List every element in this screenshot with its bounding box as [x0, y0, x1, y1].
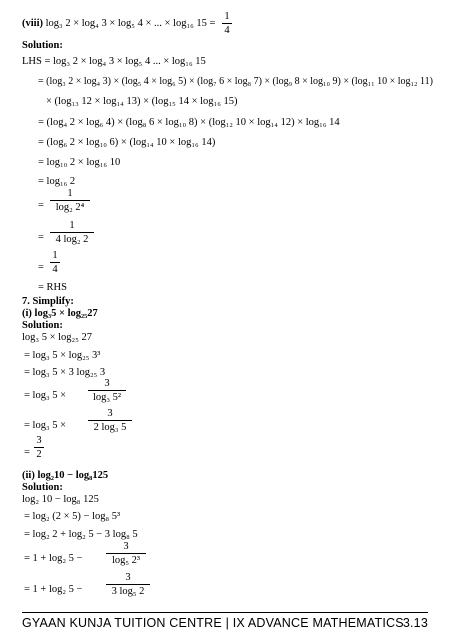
- step-fraction: [50, 188, 90, 213]
- frac-prefix: =: [24, 447, 30, 458]
- footer-divider: [22, 612, 428, 613]
- step-line: = log₃ 5 × 3 log₂₅ 3: [24, 367, 106, 378]
- problem-rhs-fraction: [222, 11, 232, 36]
- fraction-denominator: 2 log₃ 5: [93, 422, 127, 433]
- solution-heading: Solution:: [22, 482, 63, 493]
- step-line: = (log₃ 2 × log₄ 3) × (log₅ 4 × log₆ 5) × (log₇ 6 × log₈ 7) × (log₉ 8 × log₁₀ 9) × (log₁₁ 10 × log₁₂ 11): [38, 76, 433, 87]
- step-fraction: [88, 378, 126, 403]
- fraction-denominator: 3 log₅ 2: [111, 586, 145, 597]
- step-line: = log₂ 2 + log₂ 5 − 3 log₈ 5: [24, 529, 138, 540]
- step-line: log₂ 10 − log₈ 125: [22, 494, 99, 505]
- step-fraction: [50, 220, 94, 245]
- fraction-numerator: 3: [125, 572, 131, 583]
- equals-sign: =: [38, 232, 44, 243]
- equals-sign: =: [38, 262, 44, 273]
- problem-expression: log₃ 2 × log₄ 3 × log₅ 4 × ... × log₁₆ 15 =: [45, 18, 216, 29]
- fraction-denominator: log₅ 2³: [111, 555, 141, 566]
- fraction-numerator: 3: [123, 541, 129, 552]
- step-line: × (log₁₃ 12 × log₁₄ 13) × (log₁₅ 14 × log₁₆ 15): [46, 96, 238, 107]
- page-number: 3.13: [402, 616, 428, 630]
- frac-prefix: = log₃ 5 ×: [24, 420, 67, 431]
- step-fraction: [34, 435, 44, 460]
- step-line: = RHS: [38, 282, 67, 293]
- fraction-numerator: 1: [67, 188, 73, 199]
- step-line: = log₁₆ 2: [38, 176, 76, 187]
- fraction-numerator: 1: [224, 11, 230, 22]
- step-line: = (log₄ 2 × log₆ 4) × (log₈ 6 × log₁₀ 8) × (log₁₂ 10 × log₁₄ 12) × log₁₆ 14: [38, 117, 340, 128]
- step-line: = log₃ 5 × log₂₅ 3³: [24, 350, 101, 361]
- step-fraction: [88, 408, 132, 433]
- frac-prefix: = log₃ 5 ×: [24, 390, 67, 401]
- footer-title: GYAAN KUNJA TUITION CENTRE | IX ADVANCE MATHEMATICS: [22, 616, 404, 630]
- question-heading: 7. Simplify:: [22, 296, 74, 307]
- fraction-numerator: 3: [107, 408, 113, 419]
- fraction-numerator: 1: [52, 250, 58, 261]
- fraction-denominator: log₂ 2⁴: [55, 202, 85, 213]
- page-footer: [22, 616, 428, 632]
- equals-sign: =: [38, 200, 44, 211]
- part-i-label: (i) log₃5 × log₂₅27: [22, 308, 98, 319]
- step-line: = log₂ (2 × 5) − log₈ 5³: [24, 511, 121, 522]
- fraction-denominator: 4 log₂ 2: [55, 234, 89, 245]
- fraction-denominator: 2: [36, 449, 42, 460]
- step-line: log₃ 5 × log₂₅ 27: [22, 332, 92, 343]
- fraction-numerator: 1: [69, 220, 75, 231]
- frac-prefix: = 1 + log₂ 5 −: [24, 584, 83, 595]
- step-line: = (log₆ 2 × log₁₀ 6) × (log₁₄ 10 × log₁₆ 14): [38, 137, 216, 148]
- fraction-denominator: log₃ 5²: [92, 392, 122, 403]
- step-fraction: [106, 541, 146, 566]
- fraction-denominator: 4: [52, 264, 58, 275]
- step-line: LHS = log₃ 2 × log₄ 3 × log₅ 4 ... × log₁₆ 15: [22, 56, 206, 67]
- solution-heading: Solution:: [22, 40, 63, 51]
- fraction-numerator: 3: [36, 435, 42, 446]
- fraction-denominator: 4: [224, 25, 230, 36]
- fraction-numerator: 3: [104, 378, 110, 389]
- frac-prefix: = 1 + log₂ 5 −: [24, 553, 83, 564]
- part-ii-label: (ii) log₂10 − log₈125: [22, 470, 109, 481]
- step-line: = log₁₀ 2 × log₁₆ 10: [38, 157, 121, 168]
- problem-label: (viii): [22, 18, 43, 29]
- problem-statement: [22, 18, 215, 30]
- solution-heading: Solution:: [22, 320, 63, 331]
- step-fraction: [50, 250, 60, 275]
- step-fraction: [106, 572, 150, 597]
